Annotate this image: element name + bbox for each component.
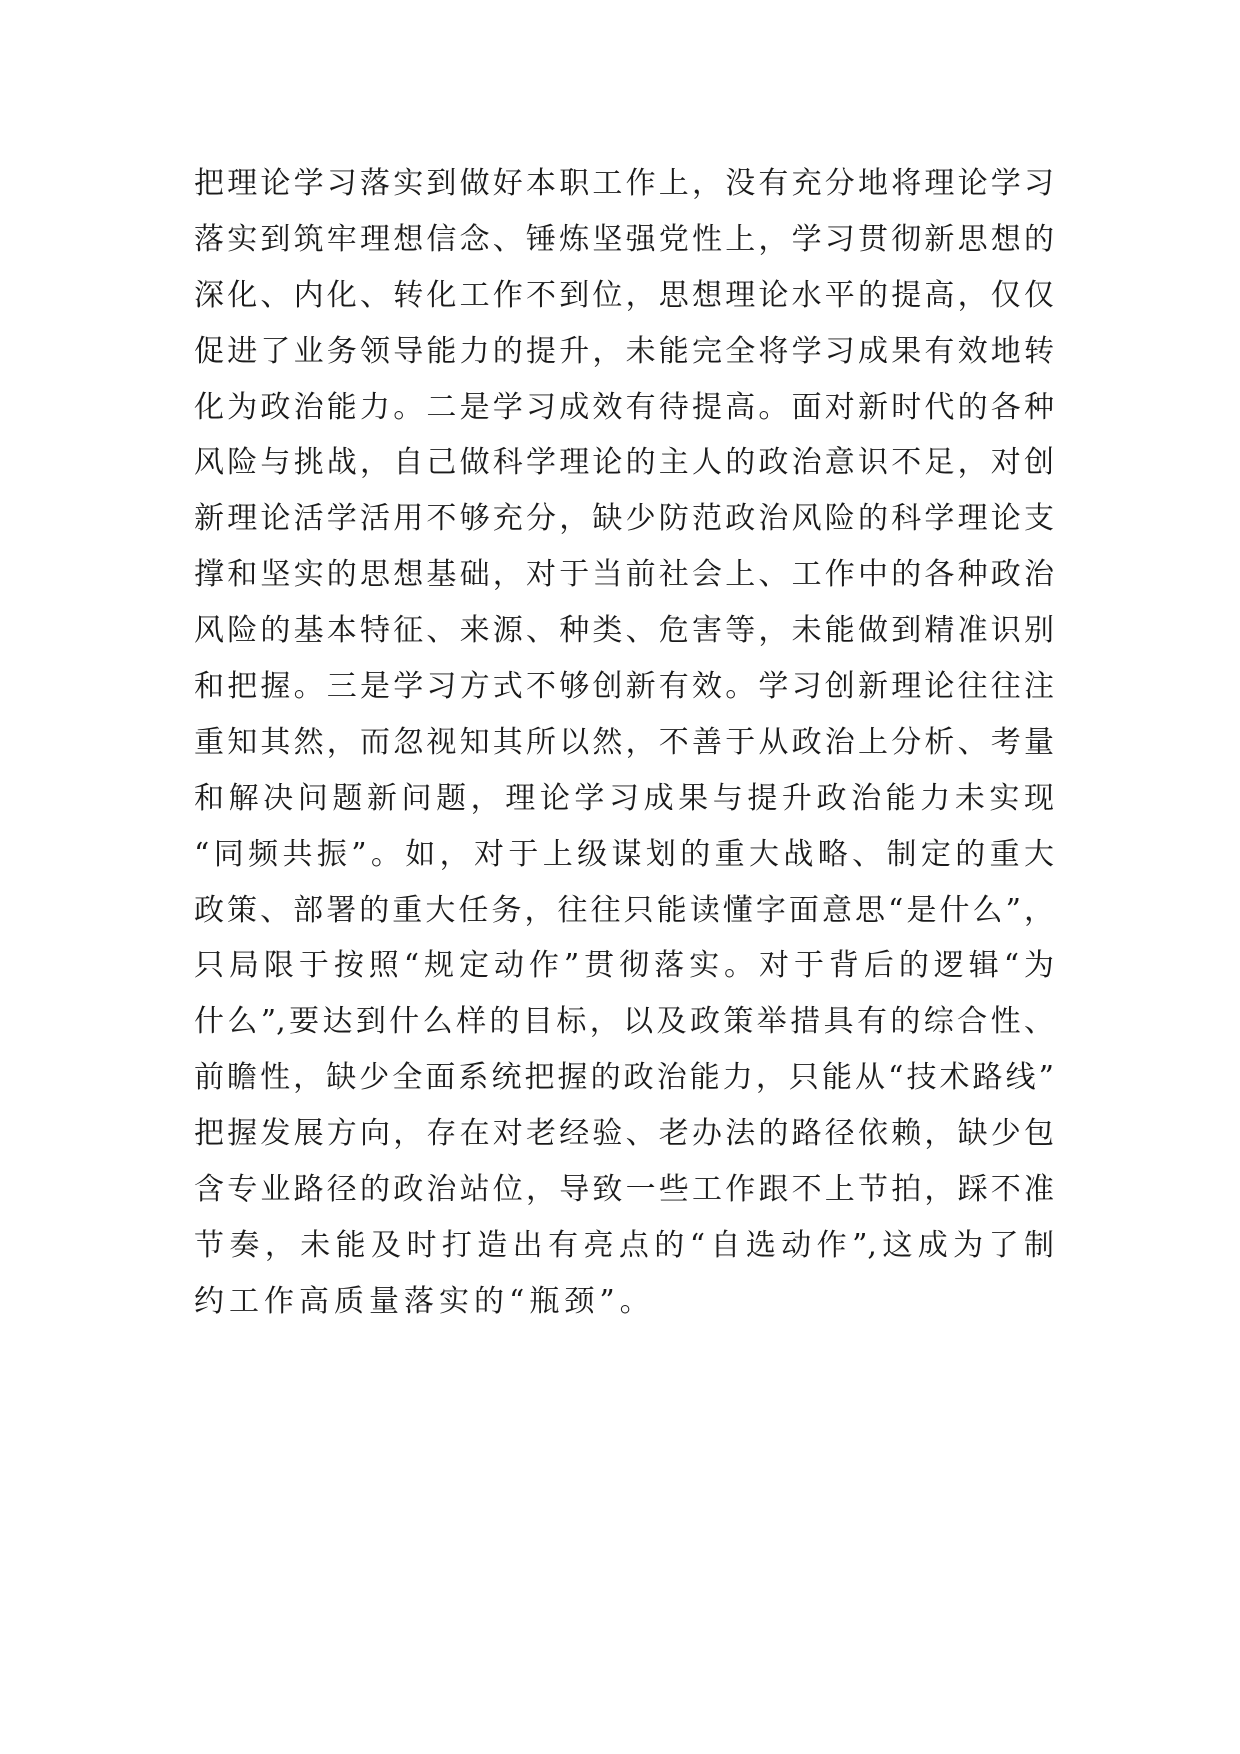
- text-line-last: 约工作高质量落实的“瓶颈”。: [194, 1283, 655, 1319]
- text-line: 撑和坚实的思想基础，对于当前社会上、工作中的各种政治: [194, 557, 1054, 593]
- text-line: 化为政治能力。二是学习成效有待提高。面对新时代的各种: [194, 389, 1054, 425]
- text-line: 风险的基本特征、来源、种类、危害等，未能做到精准识别: [194, 613, 1054, 649]
- text-line: 政策、部署的重大任务，往往只能读懂字面意思“是什么”，: [194, 892, 1054, 928]
- text-line: 深化、内化、转化工作不到位，思想理论水平的提高，仅仅: [194, 277, 1054, 313]
- text-line: “同频共振”。如，对于上级谋划的重大战略、制定的重大: [194, 836, 1054, 872]
- text-line: 只局限于按照“规定动作”贯彻落实。对于背后的逻辑“为: [194, 948, 1054, 984]
- text-line: 把理论学习落实到做好本职工作上，没有充分地将理论学习: [194, 166, 1054, 201]
- text-line: 和解决问题新问题，理论学习成果与提升政治能力未实现: [194, 780, 1054, 816]
- text-line: 风险与挑战，自己做科学理论的主人的政治意识不足，对创: [194, 445, 1054, 481]
- text-line: 什么”,要达到什么样的目标，以及政策举措具有的综合性、: [194, 1004, 1054, 1040]
- text-line: 落实到筑牢理想信念、锤炼坚强党性上，学习贯彻新思想的: [194, 221, 1054, 257]
- text-line: 和把握。三是学习方式不够创新有效。学习创新理论往往注: [194, 669, 1054, 705]
- text-line: 重知其然，而忽视知其所以然，不善于从政治上分析、考量: [194, 724, 1054, 760]
- text-line: 前瞻性，缺少全面系统把握的政治能力，只能从“技术路线”: [194, 1060, 1054, 1096]
- text-line: 新理论活学活用不够充分，缺少防范政治风险的科学理论支: [194, 501, 1054, 537]
- text-line: 把握发展方向，存在对老经验、老办法的路径依赖，缺少包: [194, 1116, 1054, 1152]
- text-line: 节奏，未能及时打造出有亮点的“自选动作”,这成为了制: [194, 1227, 1054, 1263]
- text-line: 含专业路径的政治站位，导致一些工作跟不上节拍，踩不准: [194, 1172, 1054, 1208]
- body-paragraph: [194, 156, 1054, 1330]
- text-line: 促进了业务领导能力的提升，未能完全将学习成果有效地转: [194, 333, 1054, 369]
